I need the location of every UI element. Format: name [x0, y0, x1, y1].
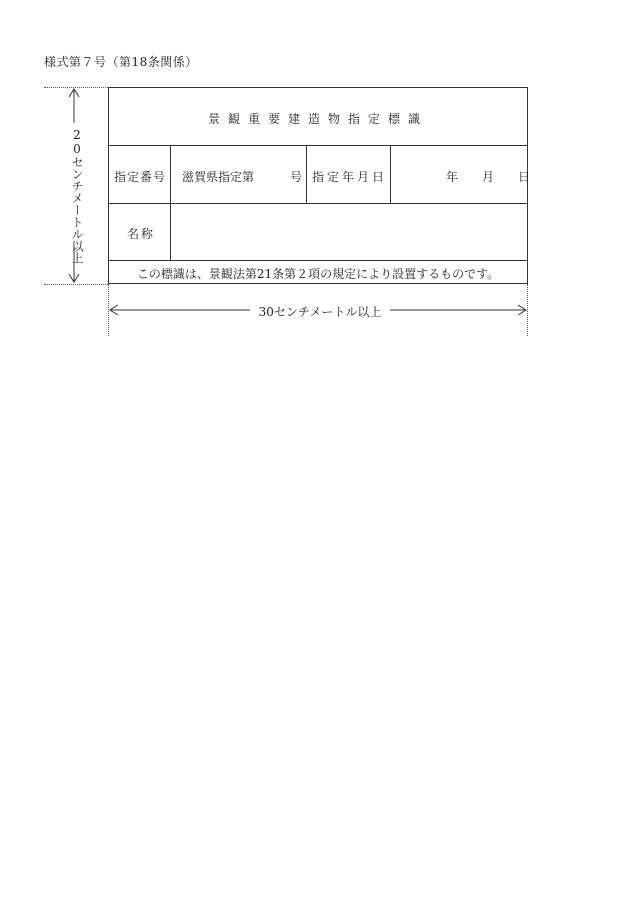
sign-notice: この標識は、景観法第21条第２項の規定により設置するものです。: [136, 267, 500, 281]
height-dimension-label: 20センチメートル以上: [70, 128, 84, 264]
row-divider: [109, 203, 527, 204]
cell-divider: [306, 145, 307, 203]
row-divider: [109, 260, 527, 261]
cell-divider: [390, 145, 391, 203]
designation-number-label: 指定番号: [114, 170, 167, 184]
cell-divider: [170, 145, 171, 203]
designation-date-value: 年 月 日: [446, 170, 531, 184]
form-number-label: 様式第７号（第18条関係）: [44, 55, 198, 69]
sign-title: 景観重要建造物指定標識: [207, 112, 428, 126]
name-label: 名称: [127, 227, 156, 241]
designation-number-value: 滋賀県指定第 号: [182, 170, 303, 184]
cell-divider: [170, 203, 171, 260]
sign-box: [108, 87, 531, 284]
width-dimension-label: 30センチメートル以上: [250, 303, 390, 320]
row-divider: [109, 145, 527, 146]
designation-date-label: 指定年月日: [312, 170, 388, 184]
